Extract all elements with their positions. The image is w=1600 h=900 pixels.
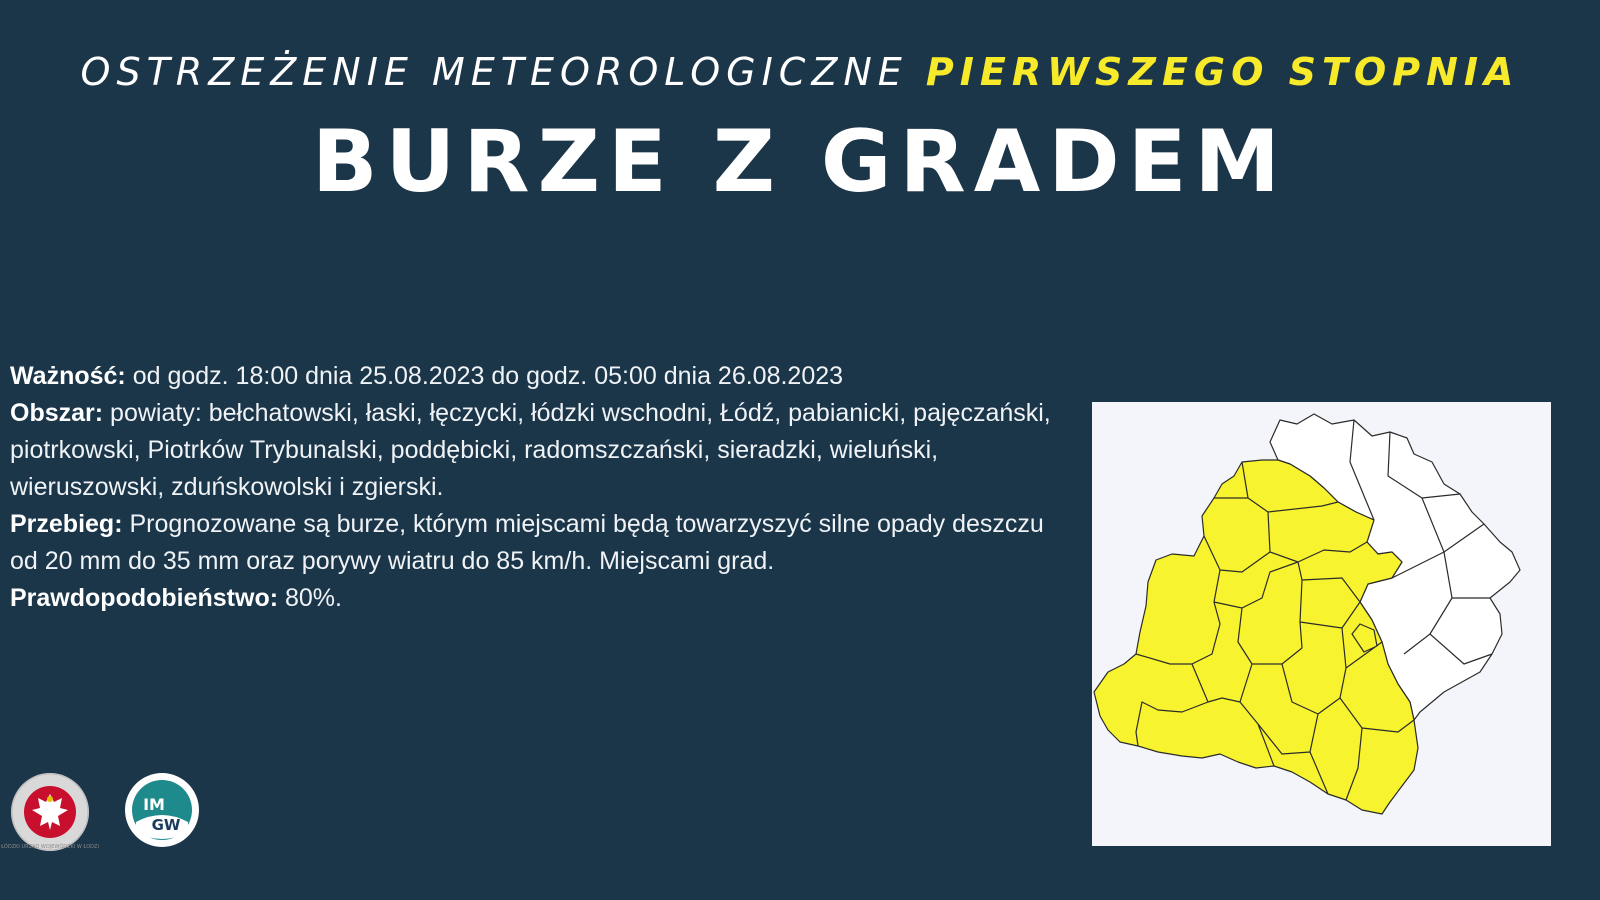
validity-value: od godz. 18:00 dnia 25.08.2023 do godz. 05:00 dnia 26.08.2023 [132, 362, 844, 390]
imgw-text-top: IM [143, 795, 165, 814]
region-map-svg [1092, 402, 1551, 846]
warning-level-highlight: PIERWSZEGO STOPNIA [925, 50, 1520, 94]
warning-level-subtitle [0, 50, 1600, 94]
imgw-logo [124, 772, 200, 848]
imgw-text-bottom: GW [151, 816, 181, 834]
course-line [10, 506, 1060, 580]
emblem-ring-text: ŁÓDZKI URZĄD WOJEWÓDZKI W ŁODZI [1, 844, 99, 850]
validity-line [10, 358, 1060, 395]
warning-map [1092, 402, 1551, 846]
course-value: Prognozowane są burze, którym miejscami będą towarzyszyć silne opady deszczu od 20 mm do 35 mm oraz porywy wiatru do 85 km/h. Miejscami grad. [10, 510, 1044, 575]
probability-value: 80%. [285, 584, 342, 612]
area-line [10, 395, 1060, 506]
warning-details [10, 358, 1060, 617]
subtitle-prefix: OSTRZEŻENIE METEOROLOGICZNE [80, 50, 908, 94]
course-label: Przebieg: [10, 510, 123, 538]
voivodeship-office-logo [1, 772, 99, 852]
probability-line [10, 580, 1060, 617]
warning-title: BURZE Z GRADEM [311, 112, 1289, 212]
area-label: Obszar: [10, 399, 104, 427]
validity-label: Ważność: [10, 362, 126, 390]
probability-label: Prawdopodobieństwo: [10, 584, 279, 612]
area-value: powiaty: bełchatowski, łaski, łęczycki, łódzki wschodni, Łódź, pabianicki, pajęczański, piotrkowski, Piotrków Trybunalski, poddębicki, radomszczański, sieradzki, wieluński, wieruszowski, zduńskowolski i zgierski. [10, 399, 1051, 501]
